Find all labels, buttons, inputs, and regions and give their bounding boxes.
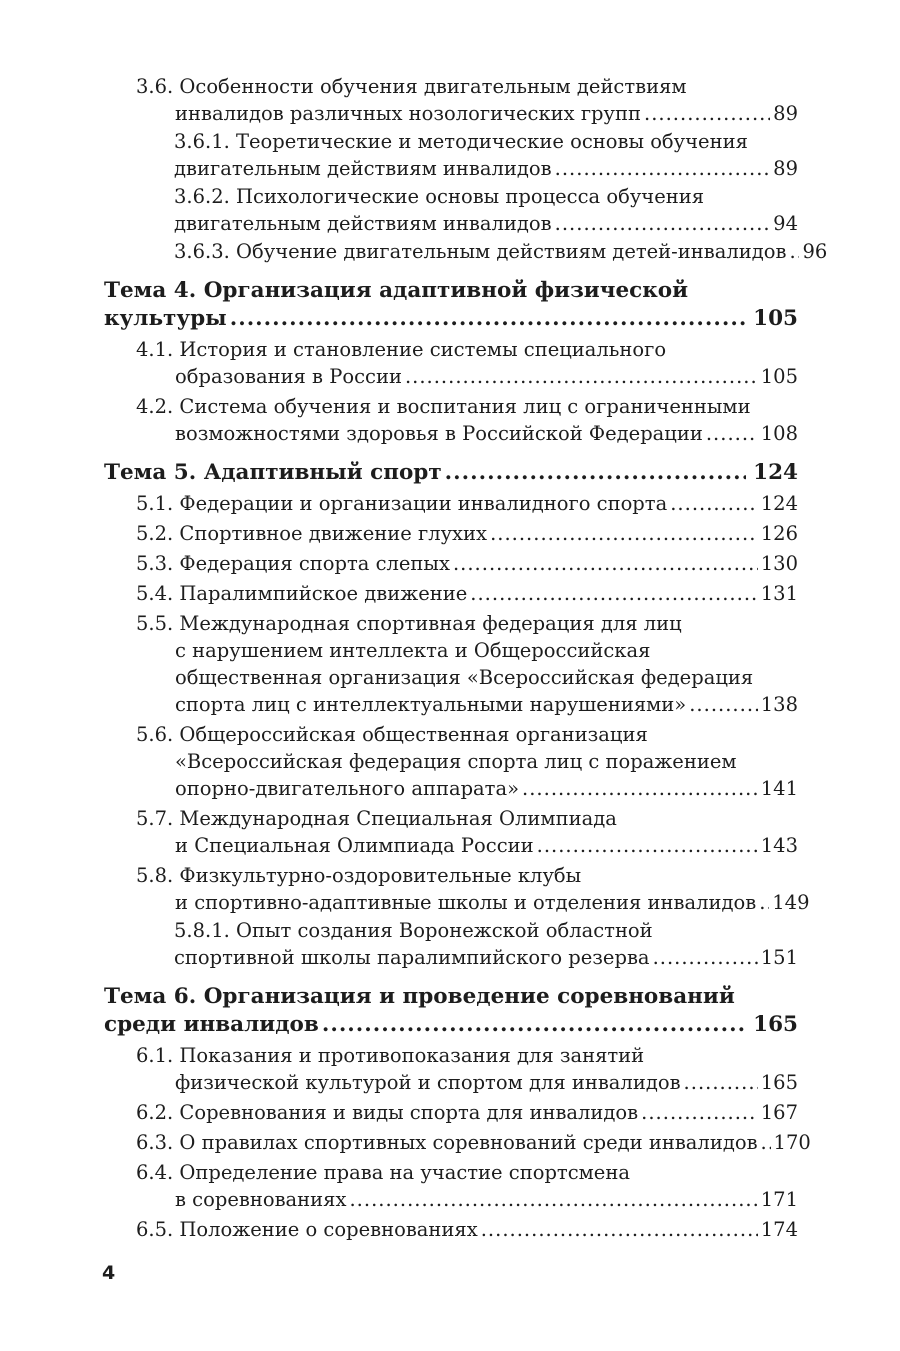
- toc-entry-title: 4.1. История и становление системы специального: [136, 338, 667, 361]
- toc-entry-5-2[interactable]: [104, 520, 798, 547]
- leader-dots: [789, 238, 799, 265]
- toc-page-number: 165: [753, 1012, 798, 1037]
- toc-page-number: 151: [760, 946, 798, 969]
- leader-dots: [555, 155, 771, 182]
- toc-entry-title: 5.1. Федерации и организации инвалидного спорта: [136, 492, 668, 515]
- toc-page-number: 89: [773, 157, 798, 180]
- toc-page-number: 165: [760, 1071, 798, 1094]
- toc-topic-title: Тема 5. Адаптивный спорт: [104, 460, 442, 485]
- toc-page-number: 96: [802, 240, 828, 263]
- toc-entry-title: с нарушением интеллекта и Общероссийская: [175, 639, 651, 662]
- toc-entry-title: 6.4. Определение права на участие спортсмена: [136, 1161, 630, 1184]
- toc-entry-title: 5.6. Общероссийская общественная организация: [136, 723, 648, 746]
- toc-page-number: 131: [760, 582, 798, 605]
- toc-entry-title: 4.2. Система обучения и воспитания лиц с ограниченными: [136, 395, 751, 418]
- toc-entry-title: двигательным действиям инвалидов: [174, 157, 552, 180]
- toc-entry-title: инвалидов различных нозологических групп: [175, 102, 641, 125]
- leader-dots: [481, 1216, 758, 1243]
- toc-entry-title: 6.1. Показания и противопоказания для занятий: [136, 1044, 645, 1067]
- toc-entry-3-6-2[interactable]: [104, 183, 798, 237]
- toc-entry-6-2[interactable]: [104, 1099, 798, 1126]
- toc-entry-title: опорно-двигательного аппарата»: [175, 777, 520, 800]
- leader-dots: [759, 889, 769, 916]
- toc-page-number: 94: [773, 212, 798, 235]
- toc-page-number: 126: [760, 522, 798, 545]
- toc-entry-title: образования в России: [175, 365, 402, 388]
- toc-entry-title: и Специальная Олимпиада России: [175, 834, 534, 857]
- toc-entry-5-6[interactable]: [104, 721, 798, 802]
- toc-page-number: 167: [760, 1101, 798, 1124]
- toc-entry-6-5[interactable]: [104, 1216, 798, 1243]
- leader-dots: [641, 1099, 758, 1126]
- leader-dots: [761, 1129, 771, 1156]
- toc-page-number: 141: [760, 777, 798, 800]
- leader-dots: [453, 550, 758, 577]
- toc-entry-5-8[interactable]: [104, 862, 810, 916]
- toc-topic-title: культуры: [104, 306, 227, 331]
- toc-entry-5-3[interactable]: [104, 550, 798, 577]
- toc-entry-title: 5.8.1. Опыт создания Воронежской областной: [174, 919, 653, 942]
- toc-entry-5-1[interactable]: [104, 490, 798, 517]
- toc-page-number: 89: [773, 102, 798, 125]
- toc-topic-title: Тема 6. Организация и проведение соревнований: [104, 984, 735, 1009]
- toc-entry-title: 5.4. Паралимпийское движение: [136, 582, 468, 605]
- toc-page-number: 149: [772, 891, 810, 914]
- table-of-contents: [104, 70, 828, 1243]
- toc-entry-6-4[interactable]: [104, 1159, 798, 1213]
- toc-page-number: 105: [760, 365, 798, 388]
- toc-entry-title: 5.8. Физкультурно-оздоровительные клубы: [136, 864, 582, 887]
- toc-entry-title: 5.3. Федерация спорта слепых: [136, 552, 450, 575]
- leader-dots: [230, 305, 746, 333]
- toc-page-number: 124: [753, 460, 798, 485]
- toc-entry-5-4[interactable]: [104, 580, 798, 607]
- toc-topic-4[interactable]: [104, 277, 798, 333]
- toc-page-number: 108: [760, 422, 798, 445]
- leader-dots: [522, 775, 758, 802]
- leader-dots: [555, 210, 771, 237]
- toc-page-number: 171: [760, 1188, 798, 1211]
- toc-entry-title: 6.5. Положение о соревнованиях: [136, 1218, 478, 1241]
- toc-entry-title: в соревнованиях: [175, 1188, 347, 1211]
- leader-dots: [670, 490, 758, 517]
- leader-dots: [322, 1011, 746, 1039]
- toc-topic-6[interactable]: [104, 983, 798, 1039]
- toc-page-number: 124: [760, 492, 798, 515]
- leader-dots: [537, 832, 758, 859]
- toc-entry-title: 3.6. Особенности обучения двигательным действиям: [136, 75, 687, 98]
- toc-page-number: 138: [760, 693, 798, 716]
- leader-dots: [644, 100, 770, 127]
- toc-page-number: 174: [760, 1218, 798, 1241]
- toc-page-number: 143: [760, 834, 798, 857]
- toc-entry-title: спортивной школы паралимпийского резерва: [174, 946, 650, 969]
- toc-entry-title: 3.6.2. Психологические основы процесса обучения: [174, 185, 705, 208]
- leader-dots: [653, 944, 758, 971]
- toc-entry-3-6[interactable]: [104, 73, 798, 127]
- toc-topic-title: среди инвалидов: [104, 1012, 319, 1037]
- toc-entry-title: 3.6.3. Обучение двигательным действиям детей-инвалидов: [174, 240, 787, 263]
- toc-page-number: 105: [753, 306, 798, 331]
- leader-dots: [470, 580, 757, 607]
- toc-page-number: 170: [773, 1131, 811, 1154]
- toc-entry-title: 6.3. О правилах спортивных соревнований среди инвалидов: [136, 1131, 758, 1154]
- toc-entry-5-8-1[interactable]: [104, 917, 798, 971]
- toc-topic-title: Тема 4. Организация адаптивной физической: [104, 278, 689, 303]
- toc-entry-4-2[interactable]: [104, 393, 798, 447]
- toc-entry-title: 6.2. Соревнования и виды спорта для инвалидов: [136, 1101, 639, 1124]
- leader-dots: [445, 459, 746, 487]
- page-number: 4: [102, 1262, 116, 1284]
- toc-entry-title: 5.7. Международная Специальная Олимпиада: [136, 807, 617, 830]
- leader-dots: [684, 1069, 758, 1096]
- leader-dots: [349, 1186, 757, 1213]
- toc-entry-4-1[interactable]: [104, 336, 798, 390]
- toc-entry-title: и спортивно-адаптивные школы и отделения инвалидов: [175, 891, 757, 914]
- toc-entry-5-5[interactable]: [104, 610, 798, 718]
- toc-entry-title: двигательным действиям инвалидов: [174, 212, 552, 235]
- toc-page-number: 130: [760, 552, 798, 575]
- toc-entry-title: возможностями здоровья в Российской Федерации: [175, 422, 703, 445]
- toc-entry-5-7[interactable]: [104, 805, 798, 859]
- leader-dots: [405, 363, 758, 390]
- toc-entry-3-6-3[interactable]: [104, 238, 828, 265]
- toc-entry-title: спорта лиц с интеллектуальными нарушениями»: [175, 693, 687, 716]
- toc-entry-title: физической культурой и спортом для инвалидов: [175, 1071, 681, 1094]
- toc-entry-title: общественная организация «Всероссийская федерация: [175, 666, 754, 689]
- toc-entry-6-3[interactable]: [104, 1129, 811, 1156]
- toc-entry-title: 3.6.1. Теоретические и методические основы обучения: [174, 130, 748, 153]
- toc-entry-title: 5.2. Спортивное движение глухих: [136, 522, 488, 545]
- leader-dots: [706, 420, 758, 447]
- leader-dots: [490, 520, 758, 547]
- toc-entry-title: «Всероссийская федерация спорта лиц с поражением: [175, 750, 737, 773]
- leader-dots: [689, 691, 758, 718]
- toc-entry-title: 5.5. Международная спортивная федерация для лиц: [136, 612, 682, 635]
- toc-topic-5[interactable]: [104, 459, 798, 487]
- toc-entry-6-1[interactable]: [104, 1042, 798, 1096]
- toc-entry-3-6-1[interactable]: [104, 128, 798, 182]
